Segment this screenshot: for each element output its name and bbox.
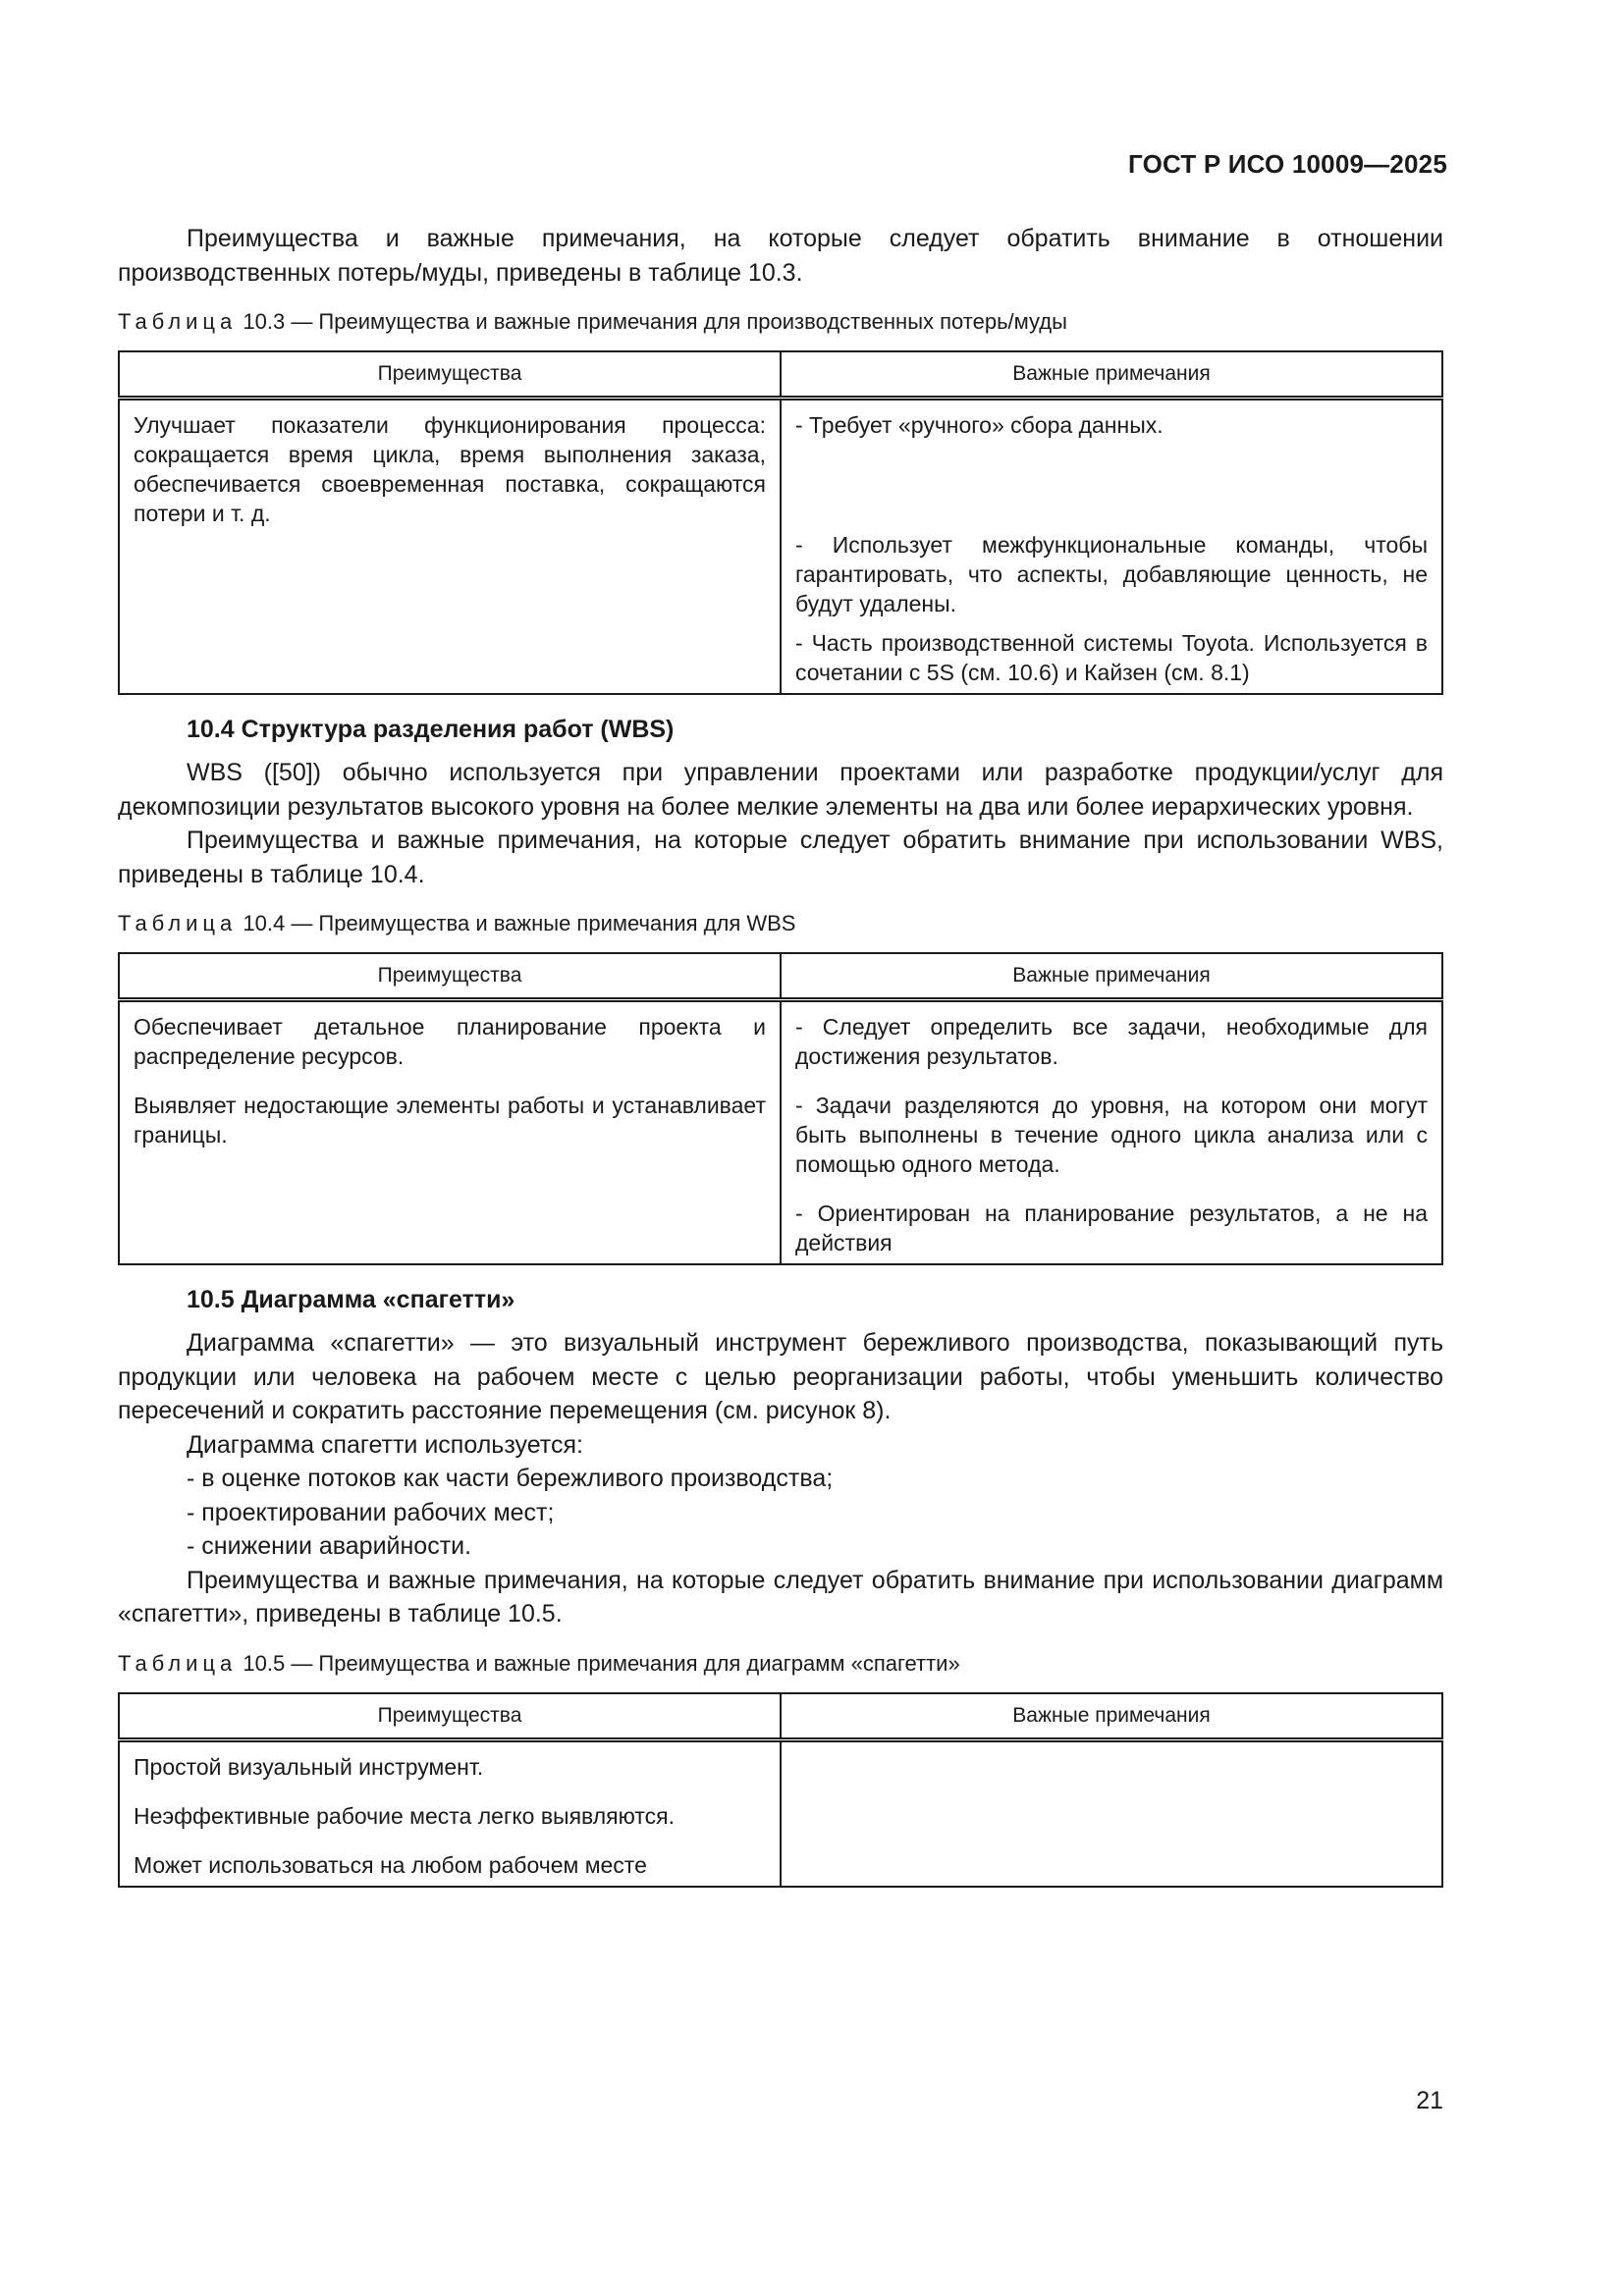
advantage-item: Обеспечивает детальное планирование проекта и распределение ресурсов. (134, 1014, 766, 1069)
usage-list (118, 1462, 1443, 1564)
note-item: - Использует межфункциональные команды, чтобы гарантировать, что аспекты, добавляющие ценность, не будут удалены. (795, 532, 1428, 616)
table-10-3-caption (118, 307, 1443, 337)
intro-paragraph: Преимущества и важные примечания, на которые следует обратить внимание в отношении производственных потерь/муды, приведены в таблице 10.3. (118, 225, 1443, 287)
col-header-advantages: Преимущества (119, 953, 781, 1000)
col-header-notes: Важные примечания (781, 351, 1442, 399)
section-10-4-paragraph: WBS ([50]) обычно используется при управлении проектами или разработке продукции/услуг для декомпозиции результатов высокого уровня на более мелкие элементы на два или более иерархических уровня. (118, 759, 1443, 821)
section-10-5-title: 10.5 Диаграмма «спагетти» (187, 1286, 515, 1313)
note-item: - Требует «ручного» сбора данных. (795, 412, 1164, 438)
advantage-item: Может использоваться на любом рабочем месте (134, 1851, 647, 1878)
page-content (118, 222, 1443, 1888)
table-10-5-caption (118, 1649, 1443, 1679)
notes-cell (781, 1000, 1442, 1265)
notes-cell (781, 399, 1442, 695)
section-10-5-paragraph: Диаграмма «спагетти» — это визуальный инструмент бережливого производства, показывающий путь продукции или человека на рабочем месте с целью реорганизации работы, чтобы уменьшить количество пересечений и сократить расстояние перемещения (см. рисунок 8). (118, 1329, 1443, 1424)
advantages-cell (119, 399, 781, 695)
table-row (119, 1739, 1442, 1887)
section-10-5-paragraph: Диаграмма спагетти используется: (187, 1430, 583, 1459)
table-10-4 (118, 952, 1443, 1265)
advantage-item: Неэффективные рабочие места легко выявляются. (134, 1802, 675, 1829)
table-10-5 (118, 1692, 1443, 1888)
advantages-cell (119, 1739, 781, 1887)
caption-text: 10.4 — Преимущества и важные примечания для WBS (243, 911, 796, 935)
section-10-5-paragraph: Преимущества и важные примечания, на которые следует обратить внимание при использовании диаграмм «спагетти», приведены в таблице 10.5. (118, 1566, 1443, 1628)
list-item: - в оценке потоков как части бережливого производства; (187, 1465, 834, 1492)
caption-text: 10.3 — Преимущества и важные примечания для производственных потерь/муды (243, 309, 1067, 334)
note-item: - Часть производственной системы Toyota. Используется в сочетании с 5S (см. 10.6) и Кайзен (см. 8.1) (795, 630, 1428, 685)
caption-label: Таблица (118, 911, 238, 935)
section-10-4-title: 10.4 Структура разделения работ (WBS) (187, 716, 675, 743)
advantage-item: Простой визуальный инструмент. (134, 1753, 484, 1780)
table-row (119, 1000, 1442, 1265)
note-item: - Следует определить все задачи, необходимые для достижения результатов. (795, 1014, 1428, 1069)
notes-cell (781, 1739, 1442, 1887)
note-item: - Ориентирован на планирование результатов, а не на действия (795, 1201, 1428, 1255)
caption-text: 10.5 — Преимущества и важные примечания для диаграмм «спагетти» (243, 1650, 960, 1676)
note-item: - Задачи разделяются до уровня, на котором они могут быть выполнены в течение одного цикла анализа или с помощью одного метода. (795, 1093, 1428, 1177)
advantage-item: Выявляет недостающие элементы работы и устанавливает границы. (134, 1093, 766, 1148)
col-header-notes: Важные примечания (781, 1693, 1442, 1740)
document-header: ГОСТ Р ИСО 10009—2025 (1127, 149, 1447, 179)
col-header-advantages: Преимущества (119, 1693, 781, 1740)
caption-label: Таблица (118, 309, 238, 334)
table-10-3 (118, 350, 1443, 695)
caption-label: Таблица (118, 1650, 238, 1676)
page-number: 21 (1416, 2087, 1443, 2114)
advantages-cell (119, 1000, 781, 1265)
advantage-item: Улучшает показатели функционирования процесса: сокращается время цикла, время выполнения заказа, обеспечивается своевременная поставка, сокращаются потери и т. д. (134, 412, 766, 526)
table-10-4-caption (118, 909, 1443, 938)
list-item: - проектировании рабочих мест; (187, 1498, 555, 1526)
section-10-4-paragraph: Преимущества и важные примечания, на которые следует обратить внимание при использовании WBS, приведены в таблице 10.4. (118, 827, 1443, 888)
col-header-advantages: Преимущества (119, 351, 781, 399)
table-row (119, 399, 1442, 695)
list-item: - снижении аварийности. (187, 1532, 472, 1560)
col-header-notes: Важные примечания (781, 953, 1442, 1000)
